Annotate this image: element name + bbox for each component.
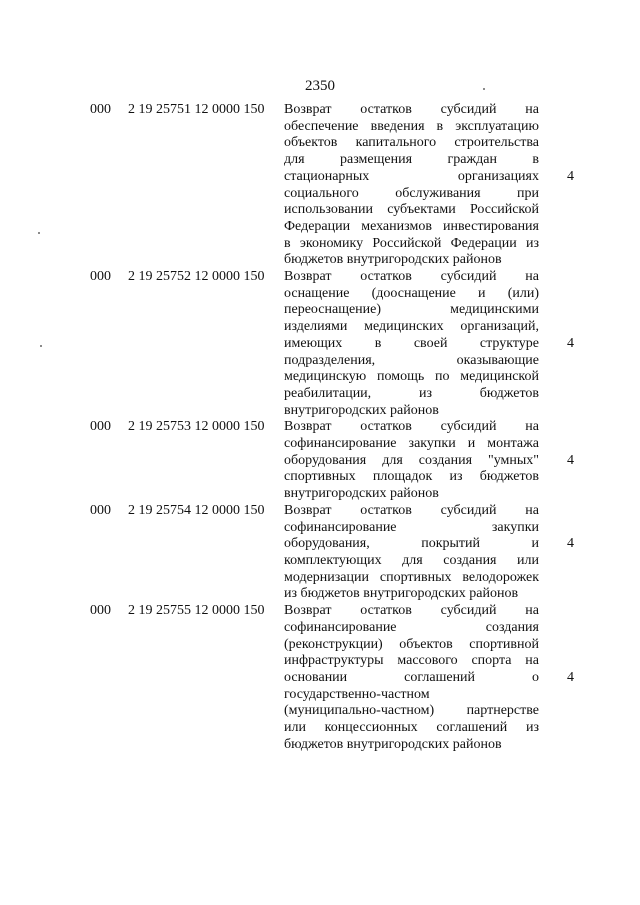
description-line: реабилитации, из бюджетов	[284, 385, 539, 401]
income-description	[284, 419, 539, 503]
row-value: 4	[567, 452, 574, 468]
budget-classification-code: 2 19 25752 12 0000 150	[128, 269, 265, 285]
description-line: в экономику Российской Федерации из	[284, 235, 539, 251]
description-line: государственно-частном	[284, 686, 430, 702]
row-value: 4	[567, 669, 574, 685]
admin-code: 000	[90, 502, 111, 518]
description-line: Возврат остатков субсидий на	[284, 102, 539, 117]
description-line: софинансирование закупки и монтажа	[284, 436, 539, 452]
income-description	[284, 269, 539, 419]
description-line: социального обслуживания при	[284, 185, 539, 201]
budget-classification-code: 2 19 25751 12 0000 150	[128, 102, 265, 117]
income-description	[284, 503, 539, 603]
table-row	[0, 419, 640, 503]
description-line: объектов капитального строительства	[284, 135, 539, 151]
description-line: оборудования для создания "умных"	[284, 452, 539, 468]
description-line: использовании субъектами Российской	[284, 202, 539, 218]
description-line: основании соглашений о	[284, 669, 539, 685]
description-line: для размещения граждан в	[284, 152, 539, 168]
budget-classification-code: 2 19 25755 12 0000 150	[128, 603, 265, 619]
description-line: Возврат остатков субсидий на	[284, 419, 539, 435]
description-line: (муниципально-частном) партнерстве	[284, 703, 539, 719]
scan-speck	[38, 232, 40, 234]
description-line: комплектующих для создания или	[284, 552, 539, 568]
table-row	[0, 269, 640, 419]
table-row	[0, 603, 640, 753]
description-line: из бюджетов внутригородских районов	[284, 586, 519, 602]
description-line: Возврат остатков субсидий на	[284, 502, 539, 518]
row-value: 4	[567, 335, 574, 351]
admin-code: 000	[90, 269, 111, 285]
budget-codes-table	[0, 102, 640, 753]
row-value: 4	[567, 168, 574, 184]
row-value: 4	[567, 536, 574, 552]
description-line: внутригородских районов	[284, 402, 439, 418]
description-line: бюджетов внутригородских районов	[284, 736, 502, 752]
description-line: инфраструктуры массового спорта на	[284, 653, 539, 669]
description-line: оснащение (дооснащение и (или)	[284, 285, 539, 301]
scan-speck	[40, 345, 42, 347]
description-line: изделиями медицинских организаций,	[284, 319, 539, 335]
description-line: Возврат остатков субсидий на	[284, 269, 539, 285]
description-line: или концессионных соглашений из	[284, 720, 539, 736]
table-row	[0, 503, 640, 603]
description-line: Возврат остатков субсидий на	[284, 603, 539, 619]
income-description	[284, 603, 539, 753]
description-line: внутригородских районов	[284, 486, 439, 502]
admin-code: 000	[90, 603, 111, 619]
description-line: оборудования, покрытий и	[284, 536, 539, 552]
admin-code: 000	[90, 419, 111, 435]
description-line: бюджетов внутригородских районов	[284, 252, 502, 268]
page-number: 2350	[305, 78, 335, 94]
description-line: имеющих в своей структуре	[284, 335, 539, 351]
description-line: спортивных площадок из бюджетов	[284, 469, 539, 485]
description-line: модернизации спортивных велодорожек	[284, 569, 539, 585]
description-line: софинансирование закупки	[284, 519, 539, 535]
description-line: Федерации механизмов инвестирования	[284, 218, 539, 234]
income-description	[284, 102, 539, 269]
description-line: подразделения, оказывающие	[284, 352, 539, 368]
description-line: обеспечение введения в эксплуатацию	[284, 118, 539, 134]
description-line: медицинскую помощь по медицинской	[284, 369, 539, 385]
scan-speck	[483, 88, 485, 90]
description-line: стационарных организациях	[284, 168, 539, 184]
admin-code: 000	[90, 102, 111, 117]
description-line: софинансирование создания	[284, 619, 539, 635]
budget-classification-code: 2 19 25753 12 0000 150	[128, 419, 265, 435]
description-line: переоснащение) медицинскими	[284, 302, 539, 318]
table-row	[0, 102, 640, 269]
budget-classification-code: 2 19 25754 12 0000 150	[128, 502, 265, 518]
description-line: (реконструкции) объектов спортивной	[284, 636, 539, 652]
